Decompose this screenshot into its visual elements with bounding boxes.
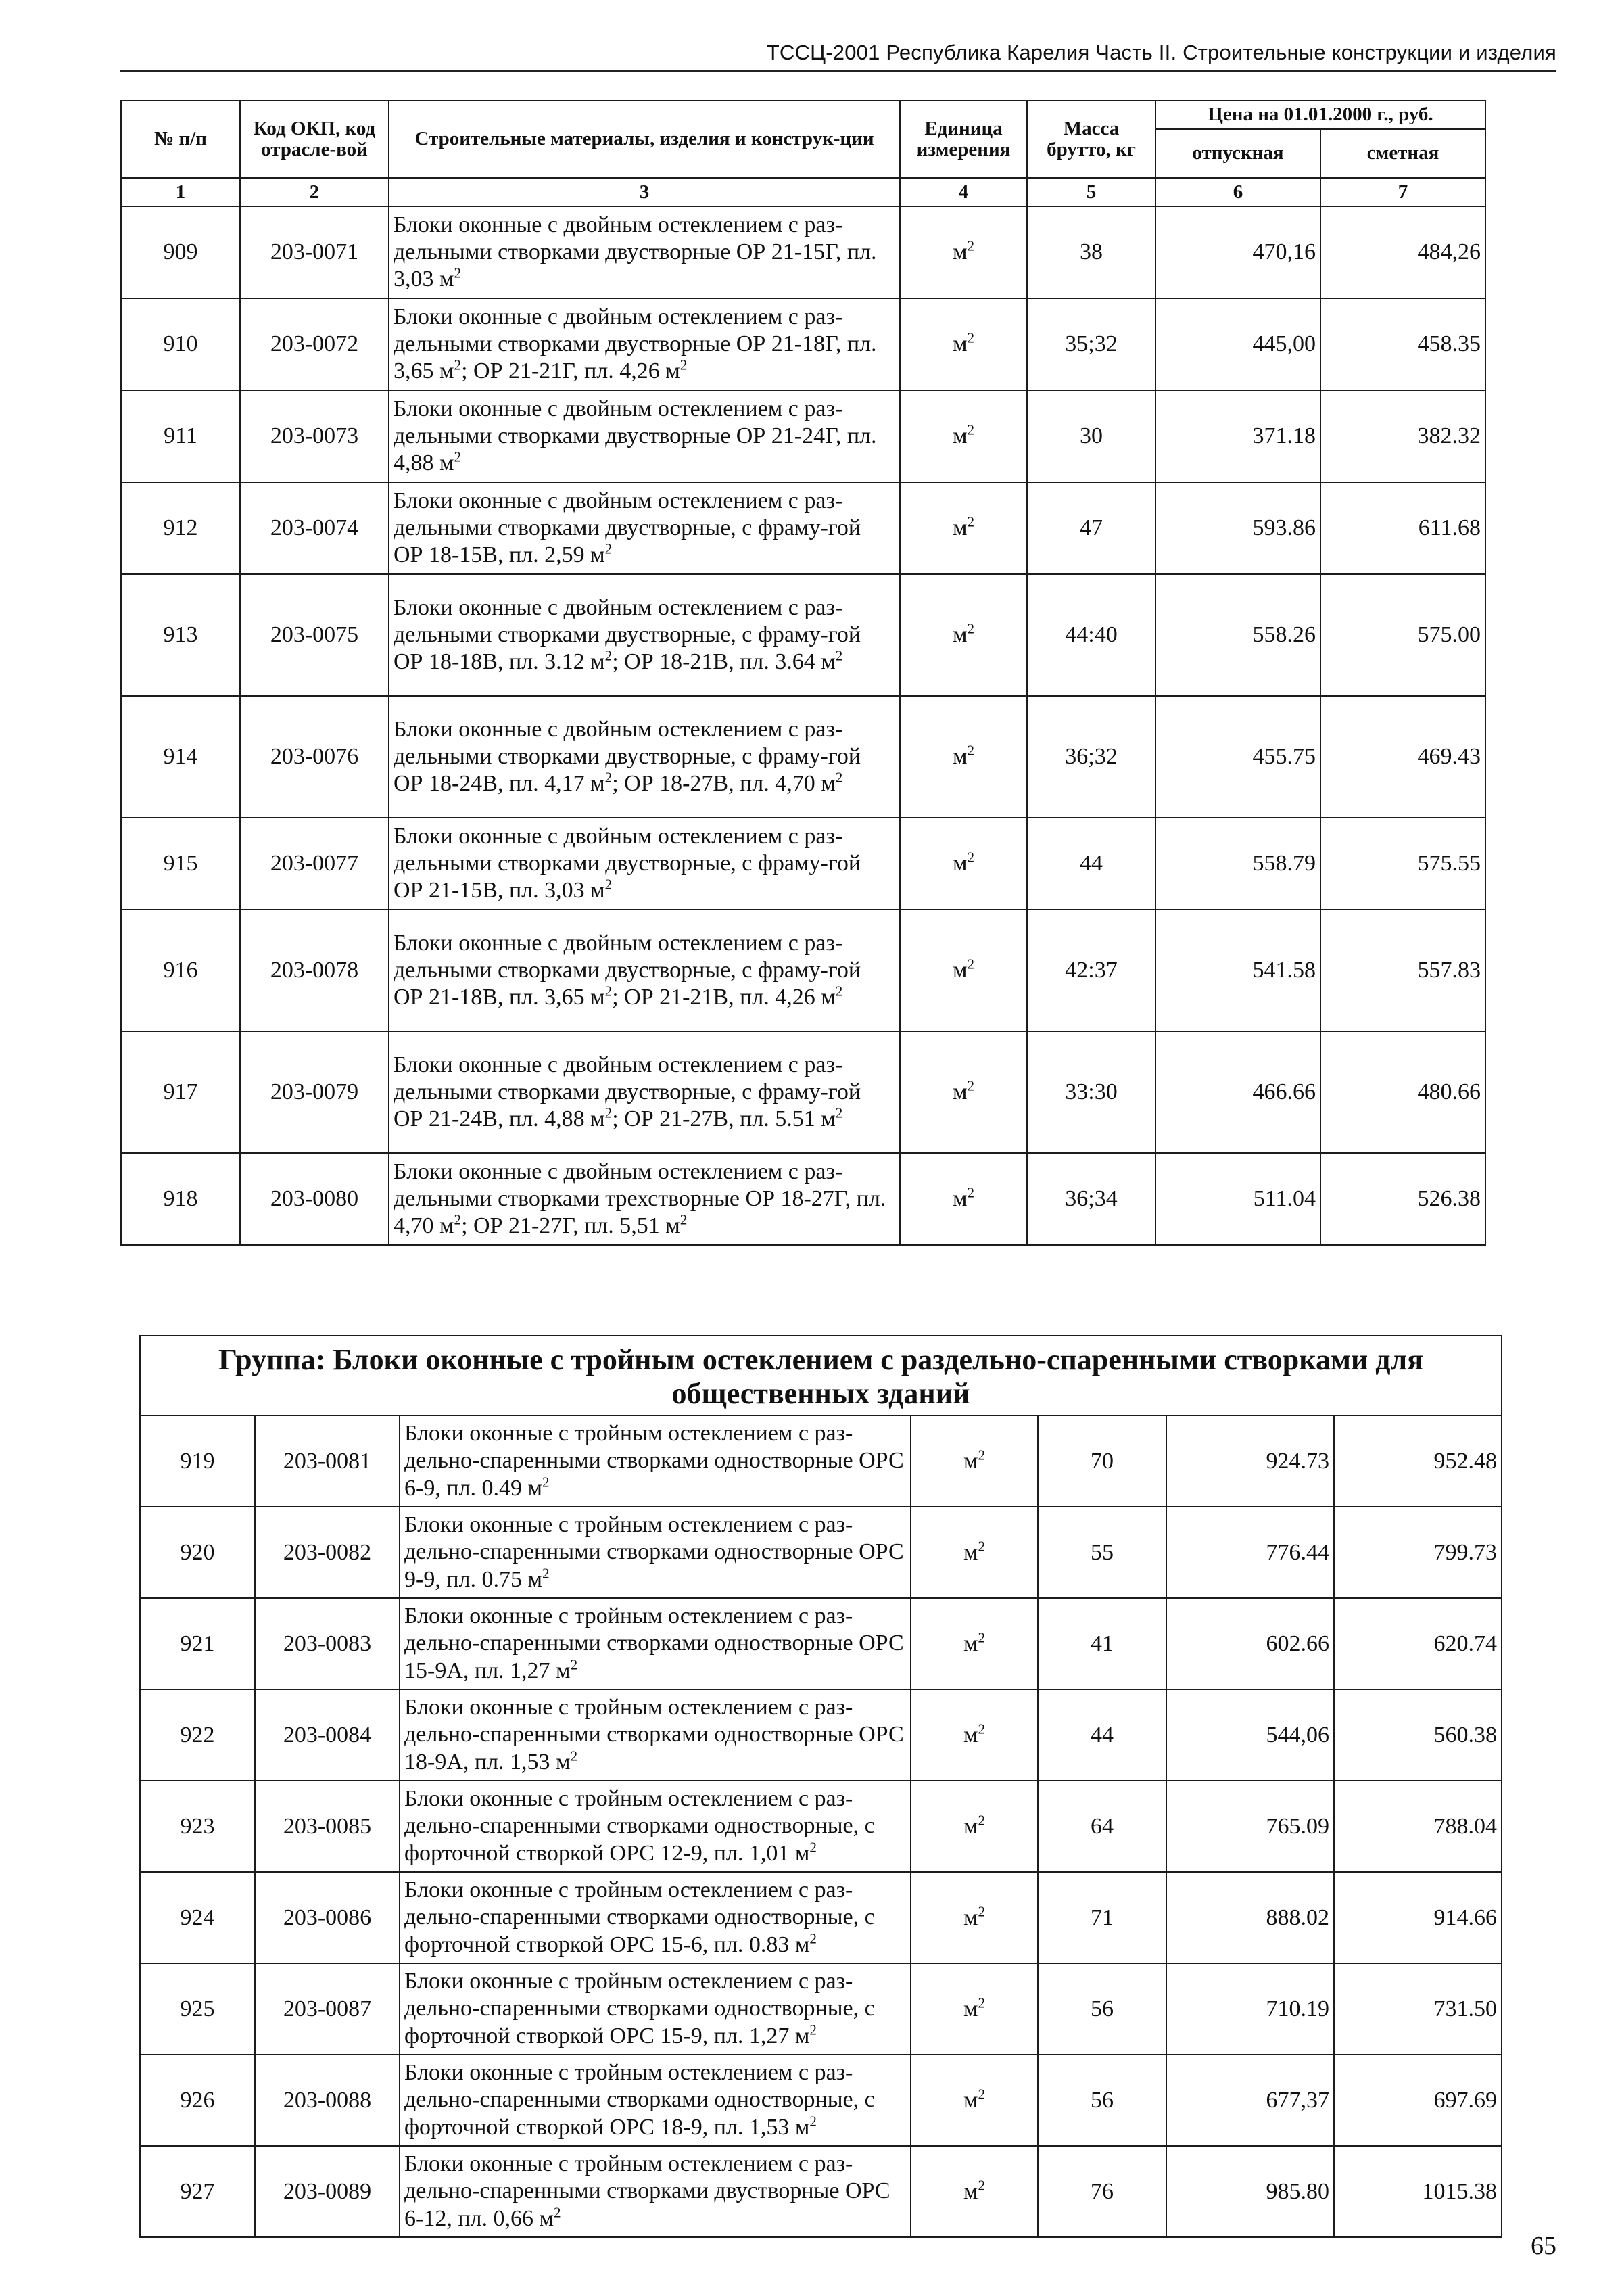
unit-of-measure: $м^2$ [900,818,1027,910]
unit-of-measure: $м^2$ [911,1872,1038,1963]
table-row [121,482,1485,574]
estimate-price: 799.73 [1334,1507,1502,1598]
material-name: Блоки оконные с тройным остеклением с раз-дельно-спаренными створками одностворные, с форточной створкой ОРС 15-6, пл. 0.83 $м^2$ [400,1872,911,1963]
column-number: 2 [240,178,389,206]
gross-mass: 64 [1038,1781,1166,1872]
okp-code: 203-0081 [255,1415,400,1507]
okp-code: 203-0087 [255,1963,400,2055]
table-row [140,1781,1502,1872]
row-number: 918 [121,1153,240,1245]
row-number: 911 [121,390,240,482]
material-name: Блоки оконные с двойным остеклением с раз-дельными створками двустворные, с фраму-гой ОР 18-24В, пл. 4,17 $м^2$; ОР 18-27В, пл. 4,70 $м^2$ [389,696,900,818]
unit-of-measure: $м^2$ [911,1415,1038,1507]
unit-of-measure: $м^2$ [911,1507,1038,1598]
column-header-price-release: отпускная [1155,129,1320,178]
gross-mass: 35;32 [1027,298,1155,390]
unit-of-measure: $м^2$ [900,298,1027,390]
column-header-price-estimate: сметная [1320,129,1485,178]
material-name: Блоки оконные с тройным остеклением с раз-дельно-спаренными створками одностворные, с форточной створкой ОРС 12-9, пл. 1,01 $м^2$ [400,1781,911,1872]
release-price: 765.09 [1166,1781,1334,1872]
table-row [140,1598,1502,1689]
column-header-price-group: Цена на 01.01.2000 г., руб. [1155,101,1485,129]
estimate-price: 1015.38 [1334,2146,1502,2237]
estimate-price: 611.68 [1320,482,1485,574]
column-number: 5 [1027,178,1155,206]
estimate-price: 458.35 [1320,298,1485,390]
column-number: 6 [1155,178,1320,206]
table-row [121,1153,1485,1245]
release-price: 602.66 [1166,1598,1334,1689]
material-name: Блоки оконные с тройным остеклением с раз-дельно-спаренными створками одностворные ОРС 18-9А, пл. 1,53 $м^2$ [400,1689,911,1781]
material-name: Блоки оконные с тройным остеклением с раз-дельно-спаренными створками одностворные ОРС 15-9А, пл. 1,27 $м^2$ [400,1598,911,1689]
okp-code: 203-0082 [255,1507,400,1598]
okp-code: 203-0076 [240,696,389,818]
release-price: 455.75 [1155,696,1320,818]
okp-code: 203-0072 [240,298,389,390]
gross-mass: 56 [1038,2055,1166,2146]
gross-mass: 41 [1038,1598,1166,1689]
estimate-price: 697.69 [1334,2055,1502,2146]
okp-code: 203-0079 [240,1031,389,1153]
gross-mass: 36;32 [1027,696,1155,818]
table-row [140,1689,1502,1781]
row-number: 914 [121,696,240,818]
column-number: 3 [389,178,900,206]
price-table-group-2 [139,1335,1502,2238]
okp-code: 203-0071 [240,206,389,298]
material-name: Блоки оконные с двойным остеклением с раз-дельными створками двустворные, с фраму-гой ОР 18-15В, пл. 2,59 $м^2$ [389,482,900,574]
gross-mass: 44 [1038,1689,1166,1781]
column-header-mass: Масса брутто, кг [1027,101,1155,178]
estimate-price: 480.66 [1320,1031,1485,1153]
row-number: 926 [140,2055,255,2146]
material-name: Блоки оконные с тройным остеклением с раз-дельно-спаренными створками одностворные, с форточной створкой ОРС 15-9, пл. 1,27 $м^2$ [400,1963,911,2055]
table-row [121,298,1485,390]
unit-of-measure: $м^2$ [900,206,1027,298]
column-header-name: Строительные материалы, изделия и конструк-ции [389,101,900,178]
release-price: 776.44 [1166,1507,1334,1598]
estimate-price: 952.48 [1334,1415,1502,1507]
gross-mass: 30 [1027,390,1155,482]
column-number-row [121,178,1485,206]
estimate-price: 620.74 [1334,1598,1502,1689]
unit-of-measure: $м^2$ [900,1031,1027,1153]
material-name: Блоки оконные с двойным остеклением с раз-дельными створками двустворные, с фраму-гой ОР 21-15В, пл. 3,03 $м^2$ [389,818,900,910]
okp-code: 203-0073 [240,390,389,482]
running-header: ТССЦ-2001 Республика Карелия Часть II. Строительные конструкции и изделия [120,35,1556,72]
okp-code: 203-0074 [240,482,389,574]
unit-of-measure: $м^2$ [900,574,1027,696]
row-number: 919 [140,1415,255,1507]
gross-mass: 44 [1027,818,1155,910]
column-header-no: № п/п [121,101,240,178]
table-row [140,1507,1502,1598]
group-header-row [140,1336,1502,1415]
gross-mass: 42:37 [1027,910,1155,1031]
estimate-price: 382.32 [1320,390,1485,482]
gross-mass: 33:30 [1027,1031,1155,1153]
gross-mass: 56 [1038,1963,1166,2055]
table-row [140,1963,1502,2055]
column-header-unit: Единица измерения [900,101,1027,178]
group-title: Группа: Блоки оконные с тройным остеклением с раздельно-спаренными створками для общественных зданий [140,1336,1502,1415]
column-number: 4 [900,178,1027,206]
okp-code: 203-0085 [255,1781,400,1872]
release-price: 511.04 [1155,1153,1320,1245]
okp-code: 203-0084 [255,1689,400,1781]
table-row [121,206,1485,298]
okp-code: 203-0089 [255,2146,400,2237]
estimate-price: 575.55 [1320,818,1485,910]
gross-mass: 47 [1027,482,1155,574]
table-body-top [121,206,1485,1245]
gross-mass: 55 [1038,1507,1166,1598]
row-number: 913 [121,574,240,696]
estimate-price: 731.50 [1334,1963,1502,2055]
material-name: Блоки оконные с двойным остеклением с раз-дельными створками двустворные ОР 21-18Г, пл. 3,65 $м^2$; ОР 21-21Г, пл. 4,26 $м^2$ [389,298,900,390]
row-number: 909 [121,206,240,298]
estimate-price: 557.83 [1320,910,1485,1031]
row-number: 917 [121,1031,240,1153]
material-name: Блоки оконные с тройным остеклением с раз-дельно-спаренными створками одностворные ОРС 9-9, пл. 0.75 $м^2$ [400,1507,911,1598]
material-name: Блоки оконные с двойным остеклением с раз-дельными створками двустворные, с фраму-гой ОР 21-18В, пл. 3,65 $м^2$; ОР 21-21В, пл. 4,26 $м^2$ [389,910,900,1031]
unit-of-measure: $м^2$ [900,910,1027,1031]
gross-mass: 44:40 [1027,574,1155,696]
unit-of-measure: $м^2$ [911,2146,1038,2237]
row-number: 920 [140,1507,255,1598]
release-price: 593.86 [1155,482,1320,574]
release-price: 541.58 [1155,910,1320,1031]
release-price: 445,00 [1155,298,1320,390]
unit-of-measure: $м^2$ [900,696,1027,818]
estimate-price: 575.00 [1320,574,1485,696]
table-row [121,574,1485,696]
table-row [121,390,1485,482]
release-price: 470,16 [1155,206,1320,298]
estimate-price: 914.66 [1334,1872,1502,1963]
price-table [120,100,1486,1246]
release-price: 466.66 [1155,1031,1320,1153]
release-price: 558.26 [1155,574,1320,696]
release-price: 924.73 [1166,1415,1334,1507]
okp-code: 203-0083 [255,1598,400,1689]
table-row [121,910,1485,1031]
row-number: 925 [140,1963,255,2055]
column-header-okp: Код ОКП, код отрасле-вой [240,101,389,178]
okp-code: 203-0075 [240,574,389,696]
material-name: Блоки оконные с двойным остеклением с раз-дельными створками двустворные, с фраму-гой ОР 18-18В, пл. 3.12 $м^2$; ОР 18-21В, пл. 3.64 $м^2$ [389,574,900,696]
estimate-price: 484,26 [1320,206,1485,298]
gross-mass: 71 [1038,1872,1166,1963]
material-name: Блоки оконные с двойным остеклением с раз-дельными створками трехстворные ОР 18-27Г, пл. 4,70 $м^2$; ОР 21-27Г, пл. 5,51 $м^2$ [389,1153,900,1245]
material-name: Блоки оконные с двойным остеклением с раз-дельными створками двустворные ОР 21-15Г, пл. 3,03 $м^2$ [389,206,900,298]
material-name: Блоки оконные с двойным остеклением с раз-дельными створками двустворные, с фраму-гой ОР 21-24В, пл. 4,88 $м^2$; ОР 21-27В, пл. 5.51 $м^2$ [389,1031,900,1153]
release-price: 544,06 [1166,1689,1334,1781]
estimate-price: 788.04 [1334,1781,1502,1872]
release-price: 371.18 [1155,390,1320,482]
okp-code: 203-0086 [255,1872,400,1963]
row-number: 921 [140,1598,255,1689]
okp-code: 203-0078 [240,910,389,1031]
release-price: 985.80 [1166,2146,1334,2237]
unit-of-measure: $м^2$ [900,390,1027,482]
table-row [140,2146,1502,2237]
gross-mass: 76 [1038,2146,1166,2237]
table-row [140,1415,1502,1507]
column-number: 7 [1320,178,1485,206]
table-row [140,2055,1502,2146]
table-row [121,818,1485,910]
okp-code: 203-0077 [240,818,389,910]
okp-code: 203-0080 [240,1153,389,1245]
unit-of-measure: $м^2$ [911,1598,1038,1689]
unit-of-measure: $м^2$ [911,2055,1038,2146]
release-price: 710.19 [1166,1963,1334,2055]
table-body-bottom [140,1336,1502,2237]
row-number: 915 [121,818,240,910]
unit-of-measure: $м^2$ [900,482,1027,574]
row-number: 916 [121,910,240,1031]
gross-mass: 36;34 [1027,1153,1155,1245]
row-number: 922 [140,1689,255,1781]
unit-of-measure: $м^2$ [911,1689,1038,1781]
gross-mass: 38 [1027,206,1155,298]
column-number: 1 [121,178,240,206]
estimate-price: 560.38 [1334,1689,1502,1781]
release-price: 558.79 [1155,818,1320,910]
material-name: Блоки оконные с двойным остеклением с раз-дельными створками двустворные ОР 21-24Г, пл. 4,88 $м^2$ [389,390,900,482]
material-name: Блоки оконные с тройным остеклением с раз-дельно-спаренными створками одностворные ОРС 6-9, пл. 0.49 $м^2$ [400,1415,911,1507]
material-name: Блоки оконные с тройным остеклением с раз-дельно-спаренными створками двустворные ОРС 6-12, пл. 0,66 $м^2$ [400,2146,911,2237]
row-number: 910 [121,298,240,390]
release-price: 888.02 [1166,1872,1334,1963]
table-row [140,1872,1502,1963]
table-row [121,696,1485,818]
row-number: 927 [140,2146,255,2237]
okp-code: 203-0088 [255,2055,400,2146]
unit-of-measure: $м^2$ [911,1963,1038,2055]
unit-of-measure: $м^2$ [911,1781,1038,1872]
material-name: Блоки оконные с тройным остеклением с раз-дельно-спаренными створками одностворные, с форточной створкой ОРС 18-9, пл. 1,53 $м^2$ [400,2055,911,2146]
row-number: 924 [140,1872,255,1963]
unit-of-measure: $м^2$ [900,1153,1027,1245]
release-price: 677,37 [1166,2055,1334,2146]
page-number: 65 [1531,2232,1556,2260]
estimate-price: 526.38 [1320,1153,1485,1245]
row-number: 923 [140,1781,255,1872]
estimate-price: 469.43 [1320,696,1485,818]
row-number: 912 [121,482,240,574]
gross-mass: 70 [1038,1415,1166,1507]
table-row [121,1031,1485,1153]
